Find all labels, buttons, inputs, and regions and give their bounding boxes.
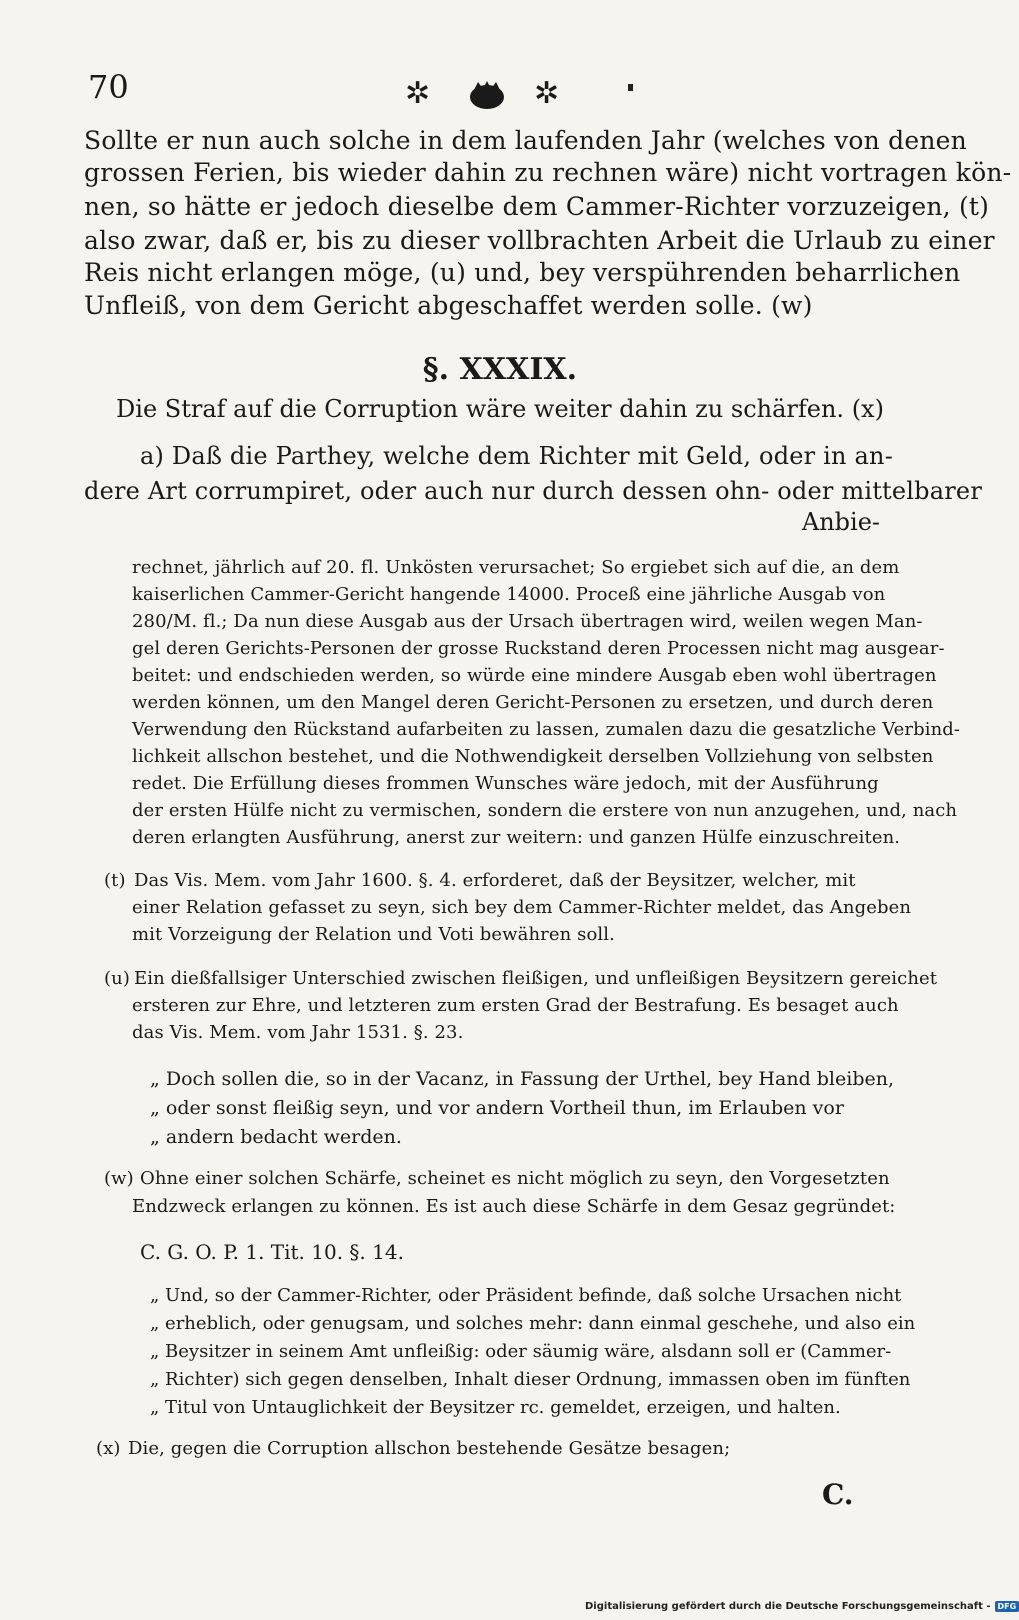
footnote-u-label: (u) bbox=[104, 968, 130, 989]
paragraph-a-line: a) Daß die Parthey, welche dem Richter mit Geld, oder in an- bbox=[140, 442, 893, 470]
ornament-star-right-icon: ✲ bbox=[534, 76, 560, 111]
footnote-t-line: Das Vis. Mem. vom Jahr 1600. §. 4. erforderet, daß der Beysitzer, welcher, mit bbox=[134, 870, 856, 891]
footnote-continuation-line: Verwendung den Rückstand aufarbeiten zu lassen, zumalen dazu die gesatzliche Verbind- bbox=[132, 719, 961, 740]
paragraph-a-end: Anbie- bbox=[801, 508, 880, 536]
footnote-x-label: (x) bbox=[96, 1438, 121, 1459]
ornament-star-left-icon: ✲ bbox=[405, 76, 431, 111]
section-subtitle: Die Straf auf die Corruption wäre weiter dahin zu schärfen. (x) bbox=[116, 395, 884, 423]
catchword: C. bbox=[822, 1478, 854, 1511]
footnote-w-quote-line: „ Beysitzer in seinem Amt unfleißig: oder säumig wäre, alsdann soll er (Cammer- bbox=[150, 1341, 892, 1362]
ink-dot bbox=[628, 84, 633, 91]
footnote-w-quote-line: „ Richter) sich gegen denselben, Inhalt dieser Ordnung, immassen oben im fünften bbox=[150, 1369, 911, 1390]
crown-ornament-icon bbox=[468, 80, 506, 110]
body-line: also zwar, daß er, bis zu dieser vollbrachten Arbeit die Urlaub zu einer bbox=[84, 226, 995, 255]
footnote-u-line: das Vis. Mem. vom Jahr 1531. §. 23. bbox=[132, 1022, 464, 1043]
footnote-w-quote-line: „ erheblich, oder genugsam, und solches mehr: dann einmal geschehe, und also ein bbox=[150, 1313, 916, 1334]
footnote-continuation-line: der ersten Hülfe nicht zu vermischen, sondern die erstere von nun anzugehen, und, nach bbox=[132, 800, 958, 821]
paragraph-a-line: dere Art corrumpiret, oder auch nur durch dessen ohn- oder mittelbarer bbox=[84, 477, 982, 505]
footer-text: Digitalisierung gefördert durch die Deutsche Forschungsgemeinschaft - bbox=[585, 1600, 991, 1612]
footnote-u-line: ersteren zur Ehre, und letzteren zum ersten Grad der Bestrafung. Es besaget auch bbox=[132, 995, 899, 1016]
footnote-continuation-line: 280/M. fl.; Da nun diese Ausgab aus der Ursach übertragen wird, weilen wegen Man- bbox=[132, 611, 923, 632]
body-line: grossen Ferien, bis wieder dahin zu rechnen wäre) nicht vortragen kön- bbox=[84, 158, 1012, 187]
footnote-x-line: Die, gegen die Corruption allschon bestehende Gesätze besagen; bbox=[128, 1438, 731, 1459]
footnote-w-line: Ohne einer solchen Schärfe, scheinet es nicht möglich zu seyn, den Vorgesetzten bbox=[140, 1168, 890, 1189]
footnote-continuation-line: lichkeit allschon bestehet, und die Nothwendigkeit derselben Vollziehung von selbsten bbox=[132, 746, 934, 767]
footnote-t-line: mit Vorzeigung der Relation und Voti bewähren soll. bbox=[132, 924, 615, 945]
footnote-w-quote-line: „ Titul von Untauglichkeit der Beysitzer rc. gemeldet, erzeigen, und halten. bbox=[150, 1397, 841, 1418]
body-line: nen, so hätte er jedoch dieselbe dem Cammer-Richter vorzuzeigen, (t) bbox=[84, 192, 990, 221]
footnote-u-quote-line: „ oder sonst fleißig seyn, und vor andern Vortheil thun, im Erlauben vor bbox=[150, 1097, 844, 1119]
footnote-t-label: (t) bbox=[104, 870, 126, 891]
body-line: Sollte er nun auch solche in dem laufenden Jahr (welches von denen bbox=[84, 126, 967, 155]
footnote-u-quote-line: „ Doch sollen die, so in der Vacanz, in Fassung der Urthel, bey Hand bleiben, bbox=[150, 1068, 895, 1090]
page-number: 70 bbox=[88, 68, 129, 106]
footnote-continuation-line: kaiserlichen Cammer-Gericht hangende 14000. Proceß eine jährliche Ausgab von bbox=[132, 584, 886, 605]
footnote-continuation-line: werden können, um den Mangel deren Gericht-Personen zu ersetzen, und durch deren bbox=[132, 692, 934, 713]
footnote-u-quote-line: „ andern bedacht werden. bbox=[150, 1126, 402, 1148]
body-line: Unfleiß, von dem Gericht abgeschaffet werden solle. (w) bbox=[84, 291, 813, 320]
body-line: Reis nicht erlangen möge, (u) und, bey verspührenden beharrlichen bbox=[84, 258, 961, 287]
footnote-w-label: (w) bbox=[104, 1168, 134, 1189]
footnote-continuation-line: gel deren Gerichts-Personen der grosse Ruckstand deren Processen nicht mag ausgear- bbox=[132, 638, 945, 659]
footnote-continuation-line: rechnet, jährlich auf 20. fl. Unkösten verursachet; So ergiebet sich auf die, an dem bbox=[132, 557, 900, 578]
footnote-u-line: Ein dießfallsiger Unterschied zwischen fleißigen, und unfleißigen Beysitzern gereichet bbox=[134, 968, 938, 989]
footnote-continuation-line: beitet: und endschieden werden, so würde eine mindere Ausgab eben wohl übertragen bbox=[132, 665, 937, 686]
footnote-w-reference: C. G. O. P. 1. Tit. 10. §. 14. bbox=[140, 1240, 404, 1264]
footnote-t-line: einer Relation gefasset zu seyn, sich bey dem Cammer-Richter meldet, das Angeben bbox=[132, 897, 912, 918]
dfg-logo-icon: DFG bbox=[995, 1601, 1019, 1612]
footnote-continuation-line: redet. Die Erfüllung dieses frommen Wunsches wäre jedoch, mit der Ausführung bbox=[132, 773, 879, 794]
section-heading: §. XXXIX. bbox=[422, 352, 578, 387]
footnote-w-line: Endzweck erlangen zu können. Es ist auch diese Schärfe in dem Gesaz gegründet: bbox=[132, 1196, 896, 1217]
footnote-continuation-line: deren erlangten Ausführung, anerst zur weitern: und ganzen Hülfe einzuschreiten. bbox=[132, 827, 901, 848]
digitization-footer bbox=[585, 1598, 1017, 1614]
footnote-w-quote-line: „ Und, so der Cammer-Richter, oder Präsident befinde, daß solche Ursachen nicht bbox=[150, 1285, 902, 1306]
